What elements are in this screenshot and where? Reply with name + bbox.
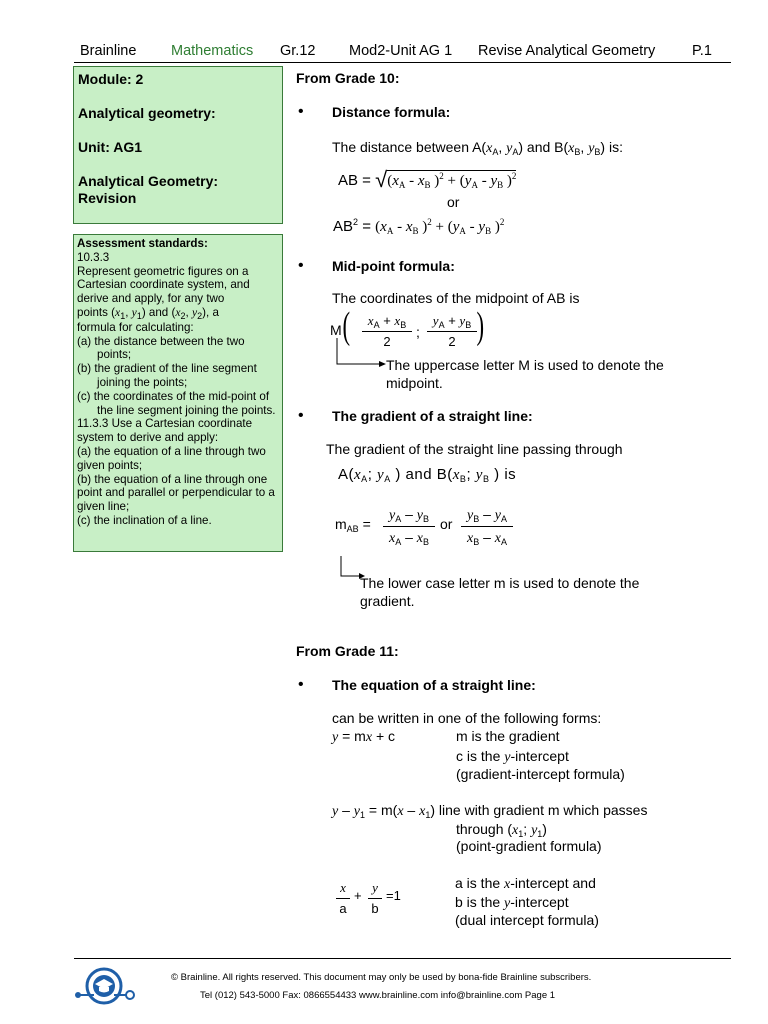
distance-heading: Distance formula: [332, 104, 451, 120]
bullet-icon: • [298, 257, 304, 274]
midpoint-note-2: midpoint. [386, 375, 443, 391]
midpoint-y-fraction: $y_A + y_B$ 2 [427, 313, 477, 349]
f3-desc-2: b is the y-intercept [455, 894, 569, 911]
paren-left: ( [342, 305, 351, 347]
assessment-box [73, 234, 283, 552]
header-module-unit: Mod2-Unit AG 1 [349, 43, 453, 59]
assessment-text: points ($x_1$, $y_1$) and ($x_2$, $y_2$), a [77, 305, 219, 321]
unit-label: Unit: AG1 [78, 139, 143, 155]
assessment-item: (b) the equation of a line through one point and parallel or perpendicular to a given line; [77, 472, 275, 514]
midpoint-x-fraction: $x_A + x_B$ 2 [362, 313, 412, 349]
gradient-fraction-2: $y_B - y_A$ $x_B - x_A$ [461, 506, 513, 547]
bullet-icon: • [298, 676, 304, 693]
assessment-text: derive and apply, for any two [77, 292, 225, 306]
assessment-item: (a) the equation of a line through two given points; [77, 444, 266, 472]
midpoint-note-1: The uppercase letter M is used to denote the [386, 357, 664, 373]
footer-copyright: © Brainline. All rights reserved. This document may only be used by bona-fide Brainline subscribers. [171, 972, 592, 983]
gradient-note-2: gradient. [360, 593, 415, 609]
f1-desc-3: (gradient-intercept formula) [456, 766, 625, 782]
header-title: Revise Analytical Geometry [478, 43, 656, 59]
footer-contact: Tel (012) 543-5000 Fax: 0866554433 www.brainline.com info@brainline.com Page 1 [200, 990, 556, 1001]
distance-squared-formula: $AB^2 = (x_A - x_B$ )$^2 + (y_A - y_B$ )$^2$ [333, 217, 505, 236]
assessment-item: (c) the inclination of a line. [77, 513, 212, 527]
gradient-heading: The gradient of a straight line: [332, 408, 533, 424]
equals-one: =1 [386, 888, 401, 903]
midpoint-intro: The coordinates of the midpoint of AB is [332, 290, 580, 306]
plus-sign: + [354, 888, 362, 903]
assessment-item: (c) the coordinates of the mid-point of the line segment joining the points. [77, 389, 276, 417]
standard-code: 10.3.3 [77, 250, 110, 264]
footer-rule [74, 958, 731, 959]
f1-desc-2: c is the y-intercept [456, 748, 569, 765]
or-text: or [447, 194, 460, 210]
header-grade: Gr.12 [280, 43, 316, 59]
f3-desc-3: (dual intercept formula) [455, 912, 599, 928]
grade10-heading: From Grade 10: [296, 70, 400, 86]
header-rule [74, 62, 731, 63]
topic-label: Analytical geometry: [78, 105, 216, 121]
bullet-icon: • [298, 103, 304, 120]
formula-point-gradient: $y - y_1 = m(x - x_1)$ line with gradient m which passes [332, 802, 648, 820]
assessment-text: Represent geometric figures on a [77, 264, 249, 278]
paren-right: ) [476, 305, 485, 347]
assessment-item: (b) the gradient of the line segment joining the points; [77, 362, 257, 389]
f2-desc-3: (point-gradient formula) [456, 838, 602, 854]
f3-desc-1: a is the x-intercept and [455, 875, 596, 892]
gradient-note-1: The lower case letter m is used to denote the [360, 575, 640, 591]
midpoint-heading: Mid-point formula: [332, 258, 455, 274]
grade11-heading: From Grade 11: [296, 643, 399, 659]
gradient-m: $m_{AB}$ = [335, 516, 371, 534]
module-label: Module: 2 [78, 71, 144, 87]
f2-desc-2: through ($x_1$; $y_1$) [456, 821, 547, 839]
arrow-icon [333, 338, 389, 370]
distance-formula: AB = $√(x_A - x_B$ )$^2 + (y_A - y_B$ )$^2$ [338, 167, 517, 192]
distance-intro: The distance between $A(x_A$, $y_A$) and $B(x_B$, $y_B$) is: [332, 139, 623, 157]
or-text: or [440, 516, 453, 532]
formula-gradient-intercept: y = mx + c [332, 728, 396, 745]
header-subject: Mathematics [171, 43, 254, 59]
semicolon: ; [416, 324, 420, 340]
brainline-logo-icon [74, 966, 138, 1008]
assessment-text: formula for calculating: [77, 320, 194, 334]
gradient-intro: The gradient of the straight line passing through [326, 441, 623, 457]
equation-intro: can be written in one of the following forms: [332, 710, 602, 726]
assessment-item: (a) the distance between the two points; [77, 334, 245, 362]
equation-heading: The equation of a straight line: [332, 677, 536, 693]
header-brand: Brainline [80, 43, 137, 59]
bullet-icon: • [298, 407, 304, 424]
subtopic-label-1: Analytical Geometry: [78, 173, 219, 189]
fraction-x-over-a: x a [336, 880, 350, 916]
standard-code: 11.3.3 Use a Cartesian coordinate system to derive and apply: [77, 417, 253, 445]
f1-desc-1: m is the gradient [456, 728, 560, 744]
subtopic-label-2: Revision [78, 190, 137, 206]
header-page: P.1 [692, 43, 712, 59]
gradient-fraction-1: $y_A - y_B$ $x_A - x_B$ [383, 506, 435, 547]
module-box [73, 66, 283, 224]
assessment-title: Assessment standards: [77, 237, 208, 250]
points-ab: $A(x_A$; $y_A$ ) and $B(x_B$; $y_B$ ) is [338, 466, 517, 484]
fraction-y-over-b: y b [368, 880, 382, 916]
assessment-text: Cartesian coordinate system, and [77, 278, 250, 292]
midpoint-m: M [330, 322, 342, 338]
